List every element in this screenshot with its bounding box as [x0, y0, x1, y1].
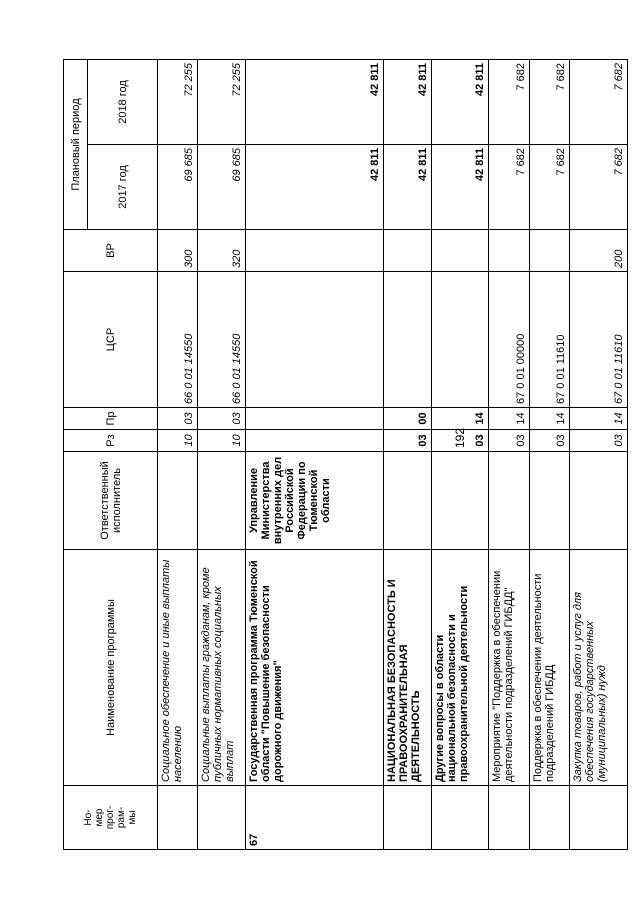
cell-resp [529, 452, 569, 550]
cell-2017: 69 685 [198, 145, 245, 230]
table-row [570, 60, 628, 850]
cell-rz: 03 [489, 430, 529, 452]
cell-csr: 67 0 01 11610 [570, 272, 628, 408]
cell-name: Социальные выплаты гражданам, кроме публичных нормативных социальных выплат [198, 550, 245, 786]
cell-resp [570, 452, 628, 550]
cell-name: Другие вопросы в области национальной безопасности и правоохранительной деятельности [431, 550, 489, 786]
cell-pr: 14 [529, 408, 569, 430]
cell-csr [431, 272, 489, 408]
cell-vr [245, 230, 384, 272]
header-vr: ВР [64, 230, 158, 272]
header-rz: Рз [64, 430, 158, 452]
cell-vr [489, 230, 529, 272]
table-row [384, 60, 431, 850]
cell-no: 67 [245, 786, 384, 850]
cell-no [431, 786, 489, 850]
cell-2017: 42 811 [245, 145, 384, 230]
cell-resp [489, 452, 529, 550]
cell-2018: 7 682 [570, 60, 628, 145]
cell-rz [245, 430, 384, 452]
cell-name: Поддержка в обеспечении деятельности подразделений ГИБДД [529, 550, 569, 786]
cell-2018: 42 811 [384, 60, 431, 145]
table-row [245, 60, 384, 850]
header-2017: 2017 год [88, 145, 158, 230]
cell-no [570, 786, 628, 850]
header-program-number: Но- мер прог- рам- мы [64, 786, 158, 850]
cell-resp [384, 452, 431, 550]
cell-2018: 72 255 [198, 60, 245, 145]
cell-2018: 42 811 [431, 60, 489, 145]
cell-resp [431, 452, 489, 550]
cell-pr [245, 408, 384, 430]
cell-vr [529, 230, 569, 272]
cell-2018: 42 811 [245, 60, 384, 145]
page-number: 192 [453, 427, 467, 448]
cell-name: Социальное обеспечение и иные выплаты населению [158, 550, 198, 786]
cell-csr: 67 0 01 11610 [529, 272, 569, 408]
cell-no [529, 786, 569, 850]
cell-2018: 72 255 [158, 60, 198, 145]
cell-csr: 67 0 01 00000 [489, 272, 529, 408]
cell-csr [245, 272, 384, 408]
table-row [431, 60, 489, 850]
table-row [489, 60, 529, 850]
cell-rz: 10 [198, 430, 245, 452]
cell-2017: 42 811 [384, 145, 431, 230]
header-responsible: Ответственный исполнитель [64, 452, 158, 550]
cell-no [158, 786, 198, 850]
cell-csr: 66 0 01 14550 [198, 272, 245, 408]
cell-csr [384, 272, 431, 408]
cell-pr: 14 [570, 408, 628, 430]
cell-2017: 7 682 [489, 145, 529, 230]
cell-pr: 14 [489, 408, 529, 430]
cell-2017: 69 685 [158, 145, 198, 230]
cell-name: Мероприятие "Поддержка в обеспечении деятельности подразделений ГИБДД" [489, 550, 529, 786]
header-pr: Пр [64, 408, 158, 430]
cell-2017: 42 811 [431, 145, 489, 230]
cell-2017: 7 682 [529, 145, 569, 230]
rotated-budget-table-page [63, 60, 628, 850]
cell-vr: 300 [158, 230, 198, 272]
cell-rz: 03 [384, 430, 431, 452]
cell-resp: Управление Министерства внутренних дел Российской Федерации по Тюменской области [245, 452, 384, 550]
cell-2017: 7 682 [570, 145, 628, 230]
cell-vr [384, 230, 431, 272]
cell-2018: 7 682 [489, 60, 529, 145]
cell-vr [431, 230, 489, 272]
table-row [198, 60, 245, 850]
cell-no [489, 786, 529, 850]
table-row [158, 60, 198, 850]
header-csr: ЦСР [64, 272, 158, 408]
cell-rz: 03 [431, 430, 489, 452]
cell-name: Государственная программа Тюменской области "Повышение безопасности дорожного движения" [245, 550, 384, 786]
cell-name: НАЦИОНАЛЬНАЯ БЕЗОПАСНОСТЬ И ПРАВООХРАНИТЕЛЬНАЯ ДЕЯТЕЛЬНОСТЬ [384, 550, 431, 786]
cell-vr: 200 [570, 230, 628, 272]
cell-no [384, 786, 431, 850]
cell-2018: 7 682 [529, 60, 569, 145]
header-2018: 2018 год [88, 60, 158, 145]
cell-rz: 03 [529, 430, 569, 452]
cell-csr: 66 0 01 14550 [158, 272, 198, 408]
header-planned-period: Плановый период [64, 60, 88, 230]
cell-pr: 14 [431, 408, 489, 430]
cell-pr: 03 [158, 408, 198, 430]
cell-pr: 00 [384, 408, 431, 430]
budget-table [63, 59, 628, 850]
cell-pr: 03 [198, 408, 245, 430]
cell-vr: 320 [198, 230, 245, 272]
cell-resp [158, 452, 198, 550]
header-program-name: Наименование программы [64, 550, 158, 786]
cell-no [198, 786, 245, 850]
cell-rz: 03 [570, 430, 628, 452]
table-row [529, 60, 569, 850]
cell-rz: 10 [158, 430, 198, 452]
cell-name: Закупка товаров, работ и услуг для обеспечения государственных (муниципальных) нужд [570, 550, 628, 786]
cell-resp [198, 452, 245, 550]
